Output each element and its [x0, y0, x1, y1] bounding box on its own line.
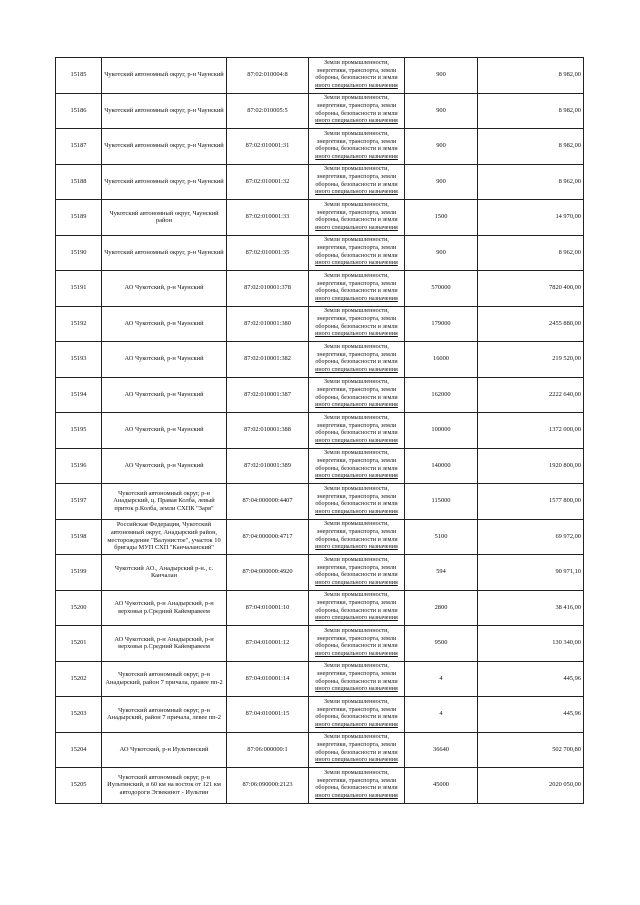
- cadastral-value-cell: 7820 400,00: [478, 271, 584, 307]
- area-cell: 900: [405, 58, 478, 94]
- record-number-cell: 15203: [56, 697, 102, 733]
- cadastral-number-cell: 87:02:010001:35: [227, 235, 309, 271]
- table-row: [56, 271, 584, 307]
- cadastral-number-cell: 87:02:010001:387: [227, 377, 309, 413]
- table-row: [56, 484, 584, 520]
- land-category-line: обороны, безопасности и земли: [315, 714, 398, 721]
- area-cell: 1500: [405, 200, 478, 236]
- cadastral-value-cell: 90 971,10: [478, 555, 584, 591]
- land-category-line: энергетики, транспорта, земли: [316, 564, 397, 571]
- land-category-cell: [309, 377, 405, 413]
- area-cell: 100000: [405, 413, 478, 449]
- area-cell: 4: [405, 661, 478, 697]
- land-category-line: Земли промышленности,: [324, 95, 389, 102]
- cadastral-number-cell: 87:04:010001:10: [227, 590, 309, 626]
- land-category-cell: [309, 626, 405, 662]
- record-number-cell: 15188: [56, 164, 102, 200]
- land-category-line: энергетики, транспорта, земли: [316, 138, 397, 145]
- area-cell: 2800: [405, 590, 478, 626]
- address-cell: Чукотский автономный округ, р-н Чаунский: [102, 58, 227, 94]
- cadastral-value-cell: 2455 880,00: [478, 306, 584, 342]
- record-number-cell: 15189: [56, 200, 102, 236]
- record-number-cell: 15195: [56, 413, 102, 449]
- land-category-line: обороны, безопасности и земли: [315, 785, 398, 792]
- land-category-line: энергетики, транспорта, земли: [316, 209, 397, 216]
- table-row: [56, 342, 584, 378]
- record-number-cell: 15198: [56, 519, 102, 555]
- land-category-line: Земли промышленности,: [324, 414, 389, 421]
- land-category-line: Земли промышленности,: [324, 237, 389, 244]
- record-number-cell: 15204: [56, 732, 102, 768]
- cadastral-value-cell: 2222 640,00: [478, 377, 584, 413]
- land-category-line: иного специального назначения: [315, 437, 398, 444]
- table-row: [56, 413, 584, 449]
- land-category-line: обороны, безопасности и земли: [315, 217, 398, 224]
- area-cell: 45000: [405, 768, 478, 804]
- land-category-line: Земли промышленности,: [324, 769, 389, 776]
- cadastral-number-cell: 87:04:000000:4717: [227, 519, 309, 555]
- land-category-line: иного специального назначения: [315, 544, 398, 551]
- land-category-cell: [309, 271, 405, 307]
- land-category-line: энергетики, транспорта, земли: [316, 529, 397, 536]
- cadastral-number-cell: 87:04:010001:12: [227, 626, 309, 662]
- table-row: [56, 93, 584, 129]
- cadastral-value-cell: 130 340,00: [478, 626, 584, 662]
- address-cell: АО Чукотский, р-н Иультинский: [102, 732, 227, 768]
- land-category-line: Земли промышленности,: [324, 521, 389, 528]
- area-cell: 9500: [405, 626, 478, 662]
- land-category-line: энергетики, транспорта, земли: [316, 777, 397, 784]
- land-category-line: Земли промышленности,: [324, 130, 389, 137]
- cadastral-number-cell: 87:02:010001:388: [227, 413, 309, 449]
- land-category-line: Земли промышленности,: [324, 343, 389, 350]
- land-category-line: энергетики, транспорта, земли: [316, 671, 397, 678]
- land-category-line: обороны, безопасности и земли: [315, 430, 398, 437]
- land-category-line: иного специального назначения: [315, 331, 398, 338]
- land-category-line: Земли промышленности,: [324, 308, 389, 315]
- cadastral-value-cell: 14 970,00: [478, 200, 584, 236]
- land-category-line: Земли промышленности,: [324, 201, 389, 208]
- cadastral-number-cell: 87:04:010001:15: [227, 697, 309, 733]
- cadastral-number-cell: 87:02:010001:378: [227, 271, 309, 307]
- land-category-line: энергетики, транспорта, земли: [316, 387, 397, 394]
- record-number-cell: 15197: [56, 484, 102, 520]
- land-category-line: Земли промышленности,: [324, 734, 389, 741]
- address-cell: Чукотский автономный округ, р-н Анадырский, район 7 причала, правее пп-2: [102, 661, 227, 697]
- cadastral-number-cell: 87:04:010001:14: [227, 661, 309, 697]
- land-category-line: энергетики, транспорта, земли: [316, 493, 397, 500]
- table-row: [56, 129, 584, 165]
- land-category-cell: [309, 590, 405, 626]
- land-category-line: обороны, безопасности и земли: [315, 501, 398, 508]
- land-category-line: иного специального назначения: [315, 721, 398, 728]
- address-cell: АО Чукотский, р-н Чаунский: [102, 413, 227, 449]
- table-row: [56, 306, 584, 342]
- cadastral-value-cell: 2020 050,00: [478, 768, 584, 804]
- land-category-line: энергетики, транспорта, земли: [316, 174, 397, 181]
- cadastral-number-cell: 87:04:000000:4407: [227, 484, 309, 520]
- land-category-line: иного специального назначения: [315, 757, 398, 764]
- land-category-line: иного специального назначения: [315, 508, 398, 515]
- land-category-cell: [309, 768, 405, 804]
- land-category-line: обороны, безопасности и земли: [315, 678, 398, 685]
- area-cell: 900: [405, 235, 478, 271]
- record-number-cell: 15186: [56, 93, 102, 129]
- land-category-line: иного специального назначения: [315, 189, 398, 196]
- area-cell: 900: [405, 164, 478, 200]
- land-category-cell: [309, 697, 405, 733]
- cadastral-value-cell: 8 982,00: [478, 129, 584, 165]
- land-category-line: обороны, безопасности и земли: [315, 465, 398, 472]
- land-category-line: иного специального назначения: [315, 366, 398, 373]
- land-category-line: Земли промышленности,: [324, 556, 389, 563]
- record-number-cell: 15193: [56, 342, 102, 378]
- area-cell: 16000: [405, 342, 478, 378]
- land-category-line: Земли промышленности,: [324, 166, 389, 173]
- cadastral-number-cell: 87:02:010001:33: [227, 200, 309, 236]
- land-category-cell: [309, 484, 405, 520]
- land-category-cell: [309, 732, 405, 768]
- land-category-line: иного специального назначения: [315, 82, 398, 89]
- land-category-line: иного специального назначения: [315, 473, 398, 480]
- table-row: [56, 768, 584, 804]
- cadastral-number-cell: 87:02:010001:32: [227, 164, 309, 200]
- record-number-cell: 15187: [56, 129, 102, 165]
- record-number-cell: 15194: [56, 377, 102, 413]
- table-row: [56, 732, 584, 768]
- land-category-line: энергетики, транспорта, земли: [316, 245, 397, 252]
- area-cell: 900: [405, 129, 478, 165]
- table-row: [56, 519, 584, 555]
- record-number-cell: 15190: [56, 235, 102, 271]
- cadastral-value-cell: 1920 800,00: [478, 448, 584, 484]
- land-category-cell: [309, 93, 405, 129]
- land-category-line: Земли промышленности,: [324, 485, 389, 492]
- land-category-line: Земли промышленности,: [324, 592, 389, 599]
- land-category-line: иного специального назначения: [315, 792, 398, 799]
- table-row: [56, 697, 584, 733]
- land-category-cell: [309, 448, 405, 484]
- land-category-line: обороны, безопасности и земли: [315, 181, 398, 188]
- land-category-line: иного специального назначения: [315, 579, 398, 586]
- address-cell: АО Чукотский, р-н Чаунский: [102, 306, 227, 342]
- record-number-cell: 15196: [56, 448, 102, 484]
- cadastral-value-cell: 8 982,00: [478, 93, 584, 129]
- area-cell: 179000: [405, 306, 478, 342]
- land-category-cell: [309, 58, 405, 94]
- table-row: [56, 555, 584, 591]
- table-row: [56, 626, 584, 662]
- table-row: [56, 377, 584, 413]
- area-cell: 594: [405, 555, 478, 591]
- cadastral-value-cell: 445,96: [478, 661, 584, 697]
- land-category-line: энергетики, транспорта, земли: [316, 103, 397, 110]
- land-category-cell: [309, 129, 405, 165]
- record-number-cell: 15205: [56, 768, 102, 804]
- table-row: [56, 164, 584, 200]
- land-category-line: обороны, безопасности и земли: [315, 323, 398, 330]
- land-category-line: энергетики, транспорта, земли: [316, 422, 397, 429]
- land-category-cell: [309, 235, 405, 271]
- land-category-cell: [309, 555, 405, 591]
- address-cell: Чукотский автономный округ, р-н Чаунский: [102, 129, 227, 165]
- land-category-cell: [309, 200, 405, 236]
- land-category-line: энергетики, транспорта, земли: [316, 742, 397, 749]
- land-category-line: иного специального назначения: [315, 118, 398, 125]
- address-cell: Чукотский автономный округ, р-н Чаунский: [102, 93, 227, 129]
- cadastral-number-cell: 87:06:000000:1: [227, 732, 309, 768]
- area-cell: 115000: [405, 484, 478, 520]
- area-cell: 570000: [405, 271, 478, 307]
- address-cell: Чукотский автономный округ, р-н Анадырский, район 7 причала, левее пп-2: [102, 697, 227, 733]
- cadastral-value-cell: 8 962,00: [478, 164, 584, 200]
- table-body: [56, 58, 584, 804]
- cadastral-number-cell: 87:04:000000:4920: [227, 555, 309, 591]
- land-category-line: обороны, безопасности и земли: [315, 749, 398, 756]
- land-category-line: энергетики, транспорта, земли: [316, 458, 397, 465]
- land-category-line: обороны, безопасности и земли: [315, 110, 398, 117]
- land-category-cell: [309, 413, 405, 449]
- land-category-line: обороны, безопасности и земли: [315, 359, 398, 366]
- table-row: [56, 448, 584, 484]
- address-cell: Чукотский АО., Анадырский р-н., с. Канчалан: [102, 555, 227, 591]
- land-category-cell: [309, 306, 405, 342]
- land-category-line: обороны, безопасности и земли: [315, 252, 398, 259]
- land-category-cell: [309, 164, 405, 200]
- record-number-cell: 15201: [56, 626, 102, 662]
- cadastral-number-cell: 87:02:010004:8: [227, 58, 309, 94]
- cadastral-value-cell: 219 520,00: [478, 342, 584, 378]
- land-category-line: обороны, безопасности и земли: [315, 536, 398, 543]
- cadastral-value-cell: 1372 000,00: [478, 413, 584, 449]
- cadastral-value-cell: 1577 800,00: [478, 484, 584, 520]
- land-category-line: обороны, безопасности и земли: [315, 607, 398, 614]
- record-number-cell: 15202: [56, 661, 102, 697]
- area-cell: 36640: [405, 732, 478, 768]
- address-cell: Чукотский автономный округ, р-н Анадырский, ц. Правая Колба, левый приток р.Колба, земли СХПК "Заря": [102, 484, 227, 520]
- address-cell: Чукотский автономный округ, р-н Чаунский: [102, 164, 227, 200]
- table-row: [56, 200, 584, 236]
- record-number-cell: 15192: [56, 306, 102, 342]
- land-category-line: обороны, безопасности и земли: [315, 643, 398, 650]
- table-row: [56, 661, 584, 697]
- cadastral-number-cell: 87:02:010001:389: [227, 448, 309, 484]
- land-category-line: иного специального назначения: [315, 615, 398, 622]
- address-cell: АО Чукотский, р-н Чаунский: [102, 271, 227, 307]
- land-category-line: обороны, безопасности и земли: [315, 146, 398, 153]
- address-cell: Чукотский автономный округ, р-н Чаунский: [102, 235, 227, 271]
- address-cell: АО Чукотский, р-н Анадырский, р-н верховья р.Средний Кайемравеем: [102, 590, 227, 626]
- cadastral-number-cell: 87:06:090000:2123: [227, 768, 309, 804]
- cadastral-value-cell: 8 982,00: [478, 58, 584, 94]
- land-category-cell: [309, 342, 405, 378]
- cadastral-value-cell: 69 972,00: [478, 519, 584, 555]
- land-category-line: иного специального назначения: [315, 295, 398, 302]
- land-category-line: Земли промышленности,: [324, 663, 389, 670]
- cadastral-value-cell: 8 962,00: [478, 235, 584, 271]
- land-category-cell: [309, 519, 405, 555]
- address-cell: АО Чукотский, р-н Чаунский: [102, 342, 227, 378]
- land-category-cell: [309, 661, 405, 697]
- address-cell: АО Чукотский, р-н Чаунский: [102, 448, 227, 484]
- document-page: [55, 57, 583, 804]
- cadastral-number-cell: 87:02:010005:5: [227, 93, 309, 129]
- land-category-line: Земли промышленности,: [324, 450, 389, 457]
- address-cell: Российская Федерация, Чукотский автономный округ, Анадырский район, месторождение "Валунистое", участок 10 бригады МУП СХП "Канчаланский": [102, 519, 227, 555]
- cadastral-number-cell: 87:02:010001:380: [227, 306, 309, 342]
- land-category-line: Земли промышленности,: [324, 627, 389, 634]
- record-number-cell: 15191: [56, 271, 102, 307]
- land-category-line: энергетики, транспорта, земли: [316, 706, 397, 713]
- record-number-cell: 15185: [56, 58, 102, 94]
- area-cell: 5100: [405, 519, 478, 555]
- land-category-line: энергетики, транспорта, земли: [316, 316, 397, 323]
- land-category-line: энергетики, транспорта, земли: [316, 67, 397, 74]
- land-category-line: Земли промышленности,: [324, 59, 389, 66]
- land-category-line: энергетики, транспорта, земли: [316, 351, 397, 358]
- table-row: [56, 235, 584, 271]
- land-category-line: иного специального назначения: [315, 686, 398, 693]
- address-cell: Чукотский автономный округ, Чаунский район: [102, 200, 227, 236]
- area-cell: 900: [405, 93, 478, 129]
- address-cell: АО Чукотский, р-н Анадырский, р-н верховья р.Средний Кайемравеем: [102, 626, 227, 662]
- land-category-line: энергетики, транспорта, земли: [316, 280, 397, 287]
- land-category-line: обороны, безопасности и земли: [315, 75, 398, 82]
- table-row: [56, 58, 584, 94]
- address-cell: АО Чукотский, р-н Чаунский: [102, 377, 227, 413]
- address-cell: Чукотский автономный округ, р-н Иультинский, в 60 км на восток от 121 км автодороги Эгвекинот - Иультин: [102, 768, 227, 804]
- land-category-line: обороны, безопасности и земли: [315, 394, 398, 401]
- land-category-line: обороны, безопасности и земли: [315, 288, 398, 295]
- table-row: [56, 590, 584, 626]
- cadastral-value-cell: 502 700,80: [478, 732, 584, 768]
- land-category-line: Земли промышленности,: [324, 698, 389, 705]
- land-category-line: иного специального назначения: [315, 153, 398, 160]
- cadastral-value-cell: 445,96: [478, 697, 584, 733]
- land-category-line: иного специального назначения: [315, 260, 398, 267]
- land-category-line: иного специального назначения: [315, 402, 398, 409]
- land-category-line: иного специального назначения: [315, 224, 398, 231]
- land-category-line: Земли промышленности,: [324, 272, 389, 279]
- land-category-line: Земли промышленности,: [324, 379, 389, 386]
- area-cell: 4: [405, 697, 478, 733]
- cadastral-number-cell: 87:02:010001:31: [227, 129, 309, 165]
- cadastral-value-cell: 38 416,00: [478, 590, 584, 626]
- record-number-cell: 15200: [56, 590, 102, 626]
- record-number-cell: 15199: [56, 555, 102, 591]
- land-category-line: иного специального назначения: [315, 650, 398, 657]
- land-category-line: энергетики, транспорта, земли: [316, 635, 397, 642]
- land-registry-table: [55, 57, 584, 804]
- cadastral-number-cell: 87:02:010001:382: [227, 342, 309, 378]
- area-cell: 162000: [405, 377, 478, 413]
- area-cell: 140000: [405, 448, 478, 484]
- land-category-line: энергетики, транспорта, земли: [316, 600, 397, 607]
- land-category-line: обороны, безопасности и земли: [315, 572, 398, 579]
